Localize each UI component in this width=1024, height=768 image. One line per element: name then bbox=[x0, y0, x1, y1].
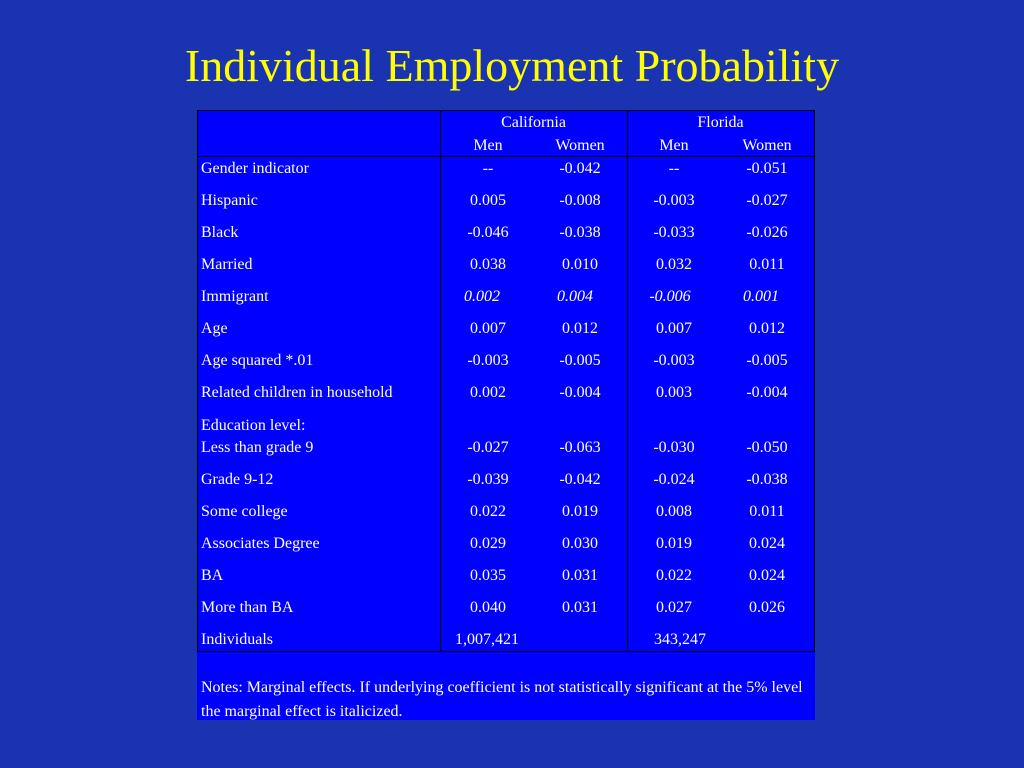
individuals-florida: 343,247 bbox=[654, 631, 706, 648]
row-label: Gender indicator bbox=[201, 160, 309, 177]
value-fl-men: 0.008 bbox=[656, 503, 692, 520]
value-ca-women: 0.031 bbox=[562, 599, 598, 616]
label-column-divider bbox=[440, 110, 441, 651]
row-label: Age bbox=[201, 320, 228, 337]
education-heading: Education level: bbox=[201, 417, 306, 434]
value-fl-men: -0.003 bbox=[653, 192, 695, 209]
row-label: Immigrant bbox=[201, 288, 269, 305]
row-label: Individuals bbox=[201, 631, 273, 648]
value-fl-women: 0.024 bbox=[749, 567, 785, 584]
value-fl-women: -0.027 bbox=[746, 192, 788, 209]
value-fl-women: 0.001 bbox=[743, 288, 779, 305]
value-ca-women: -0.008 bbox=[559, 192, 601, 209]
header-ca-women: Women bbox=[555, 137, 605, 154]
value-ca-men: -0.027 bbox=[467, 439, 509, 456]
header-california: California bbox=[501, 114, 566, 131]
value-ca-women: 0.019 bbox=[562, 503, 598, 520]
slide-title: Individual Employment Probability bbox=[184, 40, 840, 91]
value-fl-men: -0.006 bbox=[649, 288, 691, 305]
value-ca-men: -0.046 bbox=[467, 224, 509, 241]
value-fl-women: 0.011 bbox=[749, 256, 785, 273]
value-fl-men: -- bbox=[668, 160, 680, 177]
row-label: More than BA bbox=[201, 599, 294, 616]
value-fl-women: -0.005 bbox=[746, 352, 788, 369]
row-label: Some college bbox=[201, 503, 288, 520]
value-fl-women: -0.004 bbox=[746, 384, 788, 401]
row-label: Hispanic bbox=[201, 192, 258, 209]
value-fl-men: -0.030 bbox=[653, 439, 695, 456]
value-ca-men: 0.038 bbox=[470, 256, 506, 273]
value-ca-men: 0.035 bbox=[470, 567, 506, 584]
results-table bbox=[197, 110, 815, 720]
value-ca-women: -0.038 bbox=[559, 224, 601, 241]
value-ca-men: -- bbox=[482, 160, 494, 177]
value-ca-women: 0.031 bbox=[562, 567, 598, 584]
value-ca-women: -0.063 bbox=[559, 439, 601, 456]
value-ca-women: 0.030 bbox=[562, 535, 598, 552]
value-ca-men: -0.003 bbox=[467, 352, 509, 369]
header-fl-women: Women bbox=[742, 137, 792, 154]
value-fl-men: -0.024 bbox=[653, 471, 695, 488]
value-ca-women: -0.042 bbox=[559, 471, 601, 488]
value-fl-women: -0.038 bbox=[746, 471, 788, 488]
value-fl-women: 0.024 bbox=[749, 535, 785, 552]
value-fl-men: -0.003 bbox=[653, 352, 695, 369]
value-fl-women: 0.026 bbox=[749, 599, 785, 616]
value-ca-men: -0.039 bbox=[467, 471, 509, 488]
row-label: Associates Degree bbox=[201, 535, 320, 552]
state-column-divider bbox=[627, 110, 628, 651]
value-ca-men: 0.002 bbox=[470, 384, 506, 401]
row-label: Related children in household bbox=[201, 384, 393, 401]
row-label: Age squared *.01 bbox=[201, 352, 314, 369]
value-fl-men: 0.022 bbox=[656, 567, 692, 584]
row-label: BA bbox=[201, 567, 224, 584]
value-ca-men: 0.022 bbox=[470, 503, 506, 520]
value-fl-men: 0.032 bbox=[656, 256, 692, 273]
row-label: Married bbox=[201, 256, 253, 273]
value-ca-women: -0.042 bbox=[559, 160, 601, 177]
header-ca-men: Men bbox=[473, 137, 503, 154]
value-ca-men: 0.040 bbox=[470, 599, 506, 616]
value-fl-women: -0.051 bbox=[746, 160, 788, 177]
value-fl-women: 0.011 bbox=[749, 503, 785, 520]
value-ca-men: 0.007 bbox=[470, 320, 506, 337]
value-ca-women: -0.005 bbox=[559, 352, 601, 369]
individuals-california: 1,007,421 bbox=[455, 631, 519, 648]
value-ca-women: 0.012 bbox=[562, 320, 598, 337]
table-notes: Notes: Marginal effects. If underlying coefficient is not statistically significant at the 5% level the marginal effect is italicized. bbox=[201, 679, 803, 720]
value-fl-men: -0.033 bbox=[653, 224, 695, 241]
row-label: Less than grade 9 bbox=[201, 439, 314, 456]
value-fl-men: 0.003 bbox=[656, 384, 692, 401]
value-fl-men: 0.019 bbox=[656, 535, 692, 552]
value-fl-men: 0.007 bbox=[656, 320, 692, 337]
value-ca-women: -0.004 bbox=[559, 384, 601, 401]
header-florida: Florida bbox=[697, 114, 744, 131]
row-label: Black bbox=[201, 224, 239, 241]
value-ca-women: 0.010 bbox=[562, 256, 598, 273]
value-ca-women: 0.004 bbox=[557, 288, 593, 305]
header-divider bbox=[197, 156, 814, 157]
value-fl-women: -0.026 bbox=[746, 224, 788, 241]
row-label: Grade 9-12 bbox=[201, 471, 274, 488]
value-fl-men: 0.027 bbox=[656, 599, 692, 616]
value-ca-men: 0.005 bbox=[470, 192, 506, 209]
header-fl-men: Men bbox=[659, 137, 689, 154]
value-ca-men: 0.002 bbox=[464, 288, 500, 305]
value-fl-women: 0.012 bbox=[749, 320, 785, 337]
value-fl-women: -0.050 bbox=[746, 439, 788, 456]
value-ca-men: 0.029 bbox=[470, 535, 506, 552]
